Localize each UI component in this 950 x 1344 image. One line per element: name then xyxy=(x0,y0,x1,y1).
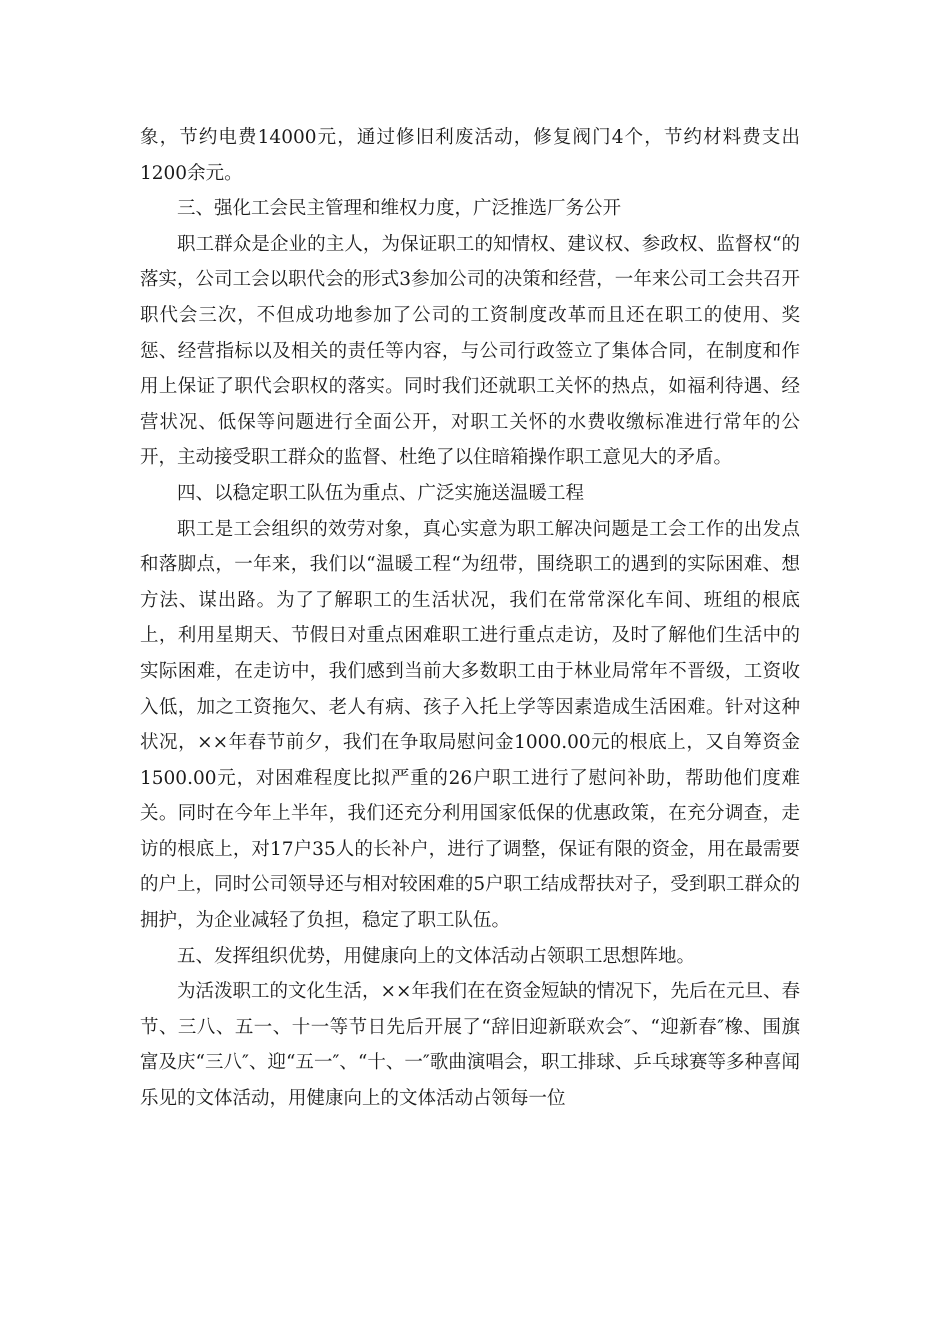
paragraph-1: 象，节约电费14000元，通过修旧利废活动，修复阀门4个，节约材料费支出1200余元。 xyxy=(140,127,800,184)
section-heading-3: 三、强化工会民主管理和维权力度，广泛推选厂务公开 xyxy=(177,198,622,220)
paragraph-5: 职工是工会组织的效劳对象，真心实意为职工解决问题是工会工作的出发点和落脚点，一年来，我们以“温暖工程“为纽带，围绕职工的遇到的实际困难、想方法、谋出路。为了了解职工的生活状况，我们在常常深化车间、班组的根底上，利用星期天、节假日对重点困难职工进行重点走访，及时了解他们生活中的实际困难，在走访中，我们感到当前大多数职工由于林业局常年不晋级，工资收入低，加之工资拖欠、老人有病、孩子入托上学等因素造成生活困难。针对这种状况，××年春节前夕，我们在争取局慰问金1000.00元的根底上，又自筹资金1500.00元，对困难程度比拟严重的26户职工进行了慰问补助，帮助他们度难关。同时在今年上半年，我们还充分利用国家低保的优惠政策，在充分调查，走访的根底上，对17户35人的长补户，进行了调整，保证有限的资金，用在最需要的户上，同时公司领导还与相对较困难的5户职工结成帮扶对子，受到职工群众的拥护，为企业减轻了负担，稳定了职工队伍。 xyxy=(140,518,800,932)
paragraph-7: 为活泼职工的文化生活，××年我们在在资金短缺的情况下，先后在元旦、春节、三八、五一、十一等节日先后开展了“辞旧迎新联欢会″、“迎新春″橡、围旗富及庆“三八″、迎“五一″、“十、一″歌曲演唱会，职工排球、乒乓球赛等多种喜闻乐见的文体活动，用健康向上的文体活动占领每一位 xyxy=(140,981,801,1110)
document-page xyxy=(140,120,800,1117)
section-heading-4: 四、以稳定职工队伍为重点、广泛实施送温暖工程 xyxy=(177,482,585,504)
section-heading-5: 五、发挥组织优势，用健康向上的文体活动占领职工思想阵地。 xyxy=(177,945,696,967)
paragraph-3: 职工群众是企业的主人，为保证职工的知情权、建议权、参政权、监督权“的落实，公司工会以职代会的形式3参加公司的决策和经营，一年来公司工会共召开职代会三次，不但成功地参加了公司的工资制度改革而且还在职工的使用、奖惩、经营指标以及相关的责任等内容，与公司行政签立了集体合同，在制度和作用上保证了职代会职权的落实。同时我们还就职工关怀的热点，如福利待遇、经营状况、低保等问题进行全面公开，对职工关怀的水费收缴标准进行常年的公开，主动接受职工群众的监督、杜绝了以住暗箱操作职工意见大的矛盾。 xyxy=(140,233,800,469)
